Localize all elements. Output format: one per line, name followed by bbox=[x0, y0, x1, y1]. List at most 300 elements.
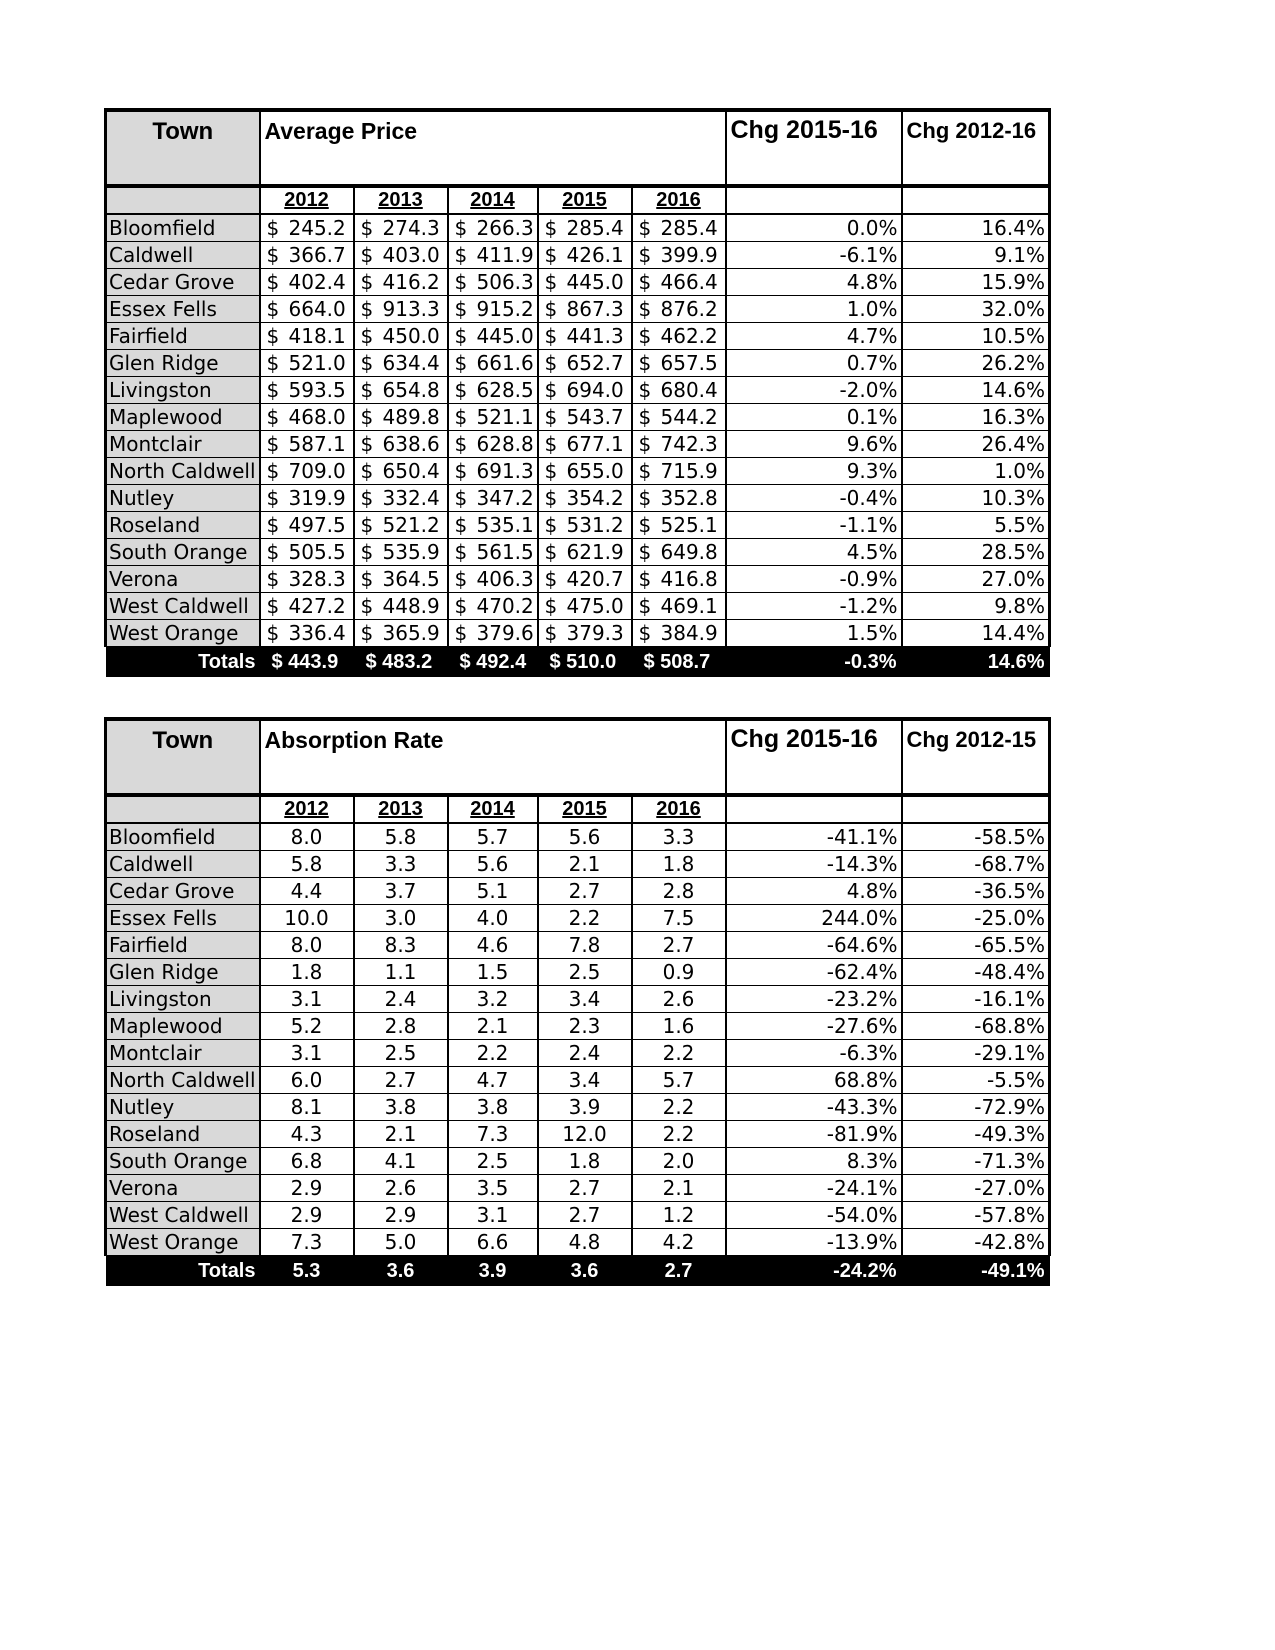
chg2-cell: -27.0% bbox=[902, 1175, 1050, 1202]
currency-symbol: $ bbox=[544, 351, 558, 375]
price-value: 441.3 bbox=[566, 324, 624, 348]
chg1-cell: -0.9% bbox=[726, 566, 902, 593]
table-row bbox=[106, 404, 1050, 431]
rate-cell: 2.7 bbox=[632, 932, 726, 959]
price-cell bbox=[448, 323, 538, 350]
chg2-cell: -29.1% bbox=[902, 1040, 1050, 1067]
rate-cell: 6.8 bbox=[260, 1148, 354, 1175]
currency-symbol: $ bbox=[360, 513, 374, 537]
currency-symbol: $ bbox=[544, 513, 558, 537]
price-cell bbox=[448, 566, 538, 593]
rate-cell: 3.4 bbox=[538, 986, 632, 1013]
absorption-rate-table bbox=[104, 717, 1051, 1286]
table-row bbox=[106, 431, 1050, 458]
town-name: Maplewood bbox=[106, 404, 260, 431]
price-value: 544.2 bbox=[660, 405, 718, 429]
town-name: South Orange bbox=[106, 539, 260, 566]
price-value: 365.9 bbox=[382, 621, 440, 645]
chg2-cell: 5.5% bbox=[902, 512, 1050, 539]
rate-cell: 2.5 bbox=[354, 1040, 448, 1067]
price-value: 285.4 bbox=[660, 216, 718, 240]
currency-symbol: $ bbox=[454, 513, 468, 537]
price-value: 661.6 bbox=[476, 351, 534, 375]
currency-symbol: $ bbox=[360, 297, 374, 321]
town-name: Glen Ridge bbox=[106, 959, 260, 986]
price-cell bbox=[632, 539, 726, 566]
price-value: 245.2 bbox=[288, 216, 346, 240]
table-row bbox=[106, 485, 1050, 512]
table-row bbox=[106, 214, 1050, 242]
chg2-cell: 26.2% bbox=[902, 350, 1050, 377]
price-value: 466.4 bbox=[660, 270, 718, 294]
rate-cell: 2.3 bbox=[538, 1013, 632, 1040]
currency-symbol: $ bbox=[638, 486, 652, 510]
currency-symbol: $ bbox=[638, 324, 652, 348]
price-cell bbox=[448, 296, 538, 323]
price-value: 634.4 bbox=[382, 351, 440, 375]
chg1-cell: 0.1% bbox=[726, 404, 902, 431]
price-value: 450.0 bbox=[382, 324, 440, 348]
chg1-cell: 0.7% bbox=[726, 350, 902, 377]
price-value: 677.1 bbox=[566, 432, 624, 456]
price-value: 535.9 bbox=[382, 540, 440, 564]
table-row bbox=[106, 377, 1050, 404]
price-cell bbox=[448, 539, 538, 566]
chg1-cell: 68.8% bbox=[726, 1067, 902, 1094]
currency-symbol: $ bbox=[454, 378, 468, 402]
price-cell bbox=[354, 620, 448, 647]
price-value: 535.1 bbox=[476, 513, 534, 537]
currency-symbol: $ bbox=[454, 243, 468, 267]
table-row bbox=[106, 566, 1050, 593]
chg2-cell: -58.5% bbox=[902, 823, 1050, 851]
price-cell bbox=[448, 620, 538, 647]
rate-cell: 4.4 bbox=[260, 878, 354, 905]
currency-symbol: $ bbox=[266, 378, 280, 402]
currency-symbol: $ bbox=[638, 297, 652, 321]
rate-cell: 2.9 bbox=[260, 1202, 354, 1229]
chg-2012-16-header: Chg 2012-16 bbox=[902, 110, 1050, 186]
rate-cell: 3.1 bbox=[260, 986, 354, 1013]
currency-symbol: $ bbox=[360, 324, 374, 348]
chg1-cell: -1.2% bbox=[726, 593, 902, 620]
currency-symbol: $ bbox=[454, 351, 468, 375]
price-cell bbox=[632, 620, 726, 647]
price-value: 416.8 bbox=[660, 567, 718, 591]
rate-cell: 5.0 bbox=[354, 1229, 448, 1256]
totals-value: $ 443.9 bbox=[260, 647, 354, 678]
price-cell bbox=[632, 593, 726, 620]
currency-symbol: $ bbox=[544, 540, 558, 564]
price-cell bbox=[632, 377, 726, 404]
currency-symbol: $ bbox=[454, 459, 468, 483]
chg-year-blank bbox=[726, 186, 902, 214]
rate-cell: 4.7 bbox=[448, 1067, 538, 1094]
chg1-cell: -54.0% bbox=[726, 1202, 902, 1229]
chg1-cell: -81.9% bbox=[726, 1121, 902, 1148]
chg2-cell: -49.3% bbox=[902, 1121, 1050, 1148]
price-value: 354.2 bbox=[566, 486, 624, 510]
price-cell bbox=[448, 377, 538, 404]
price-cell bbox=[354, 512, 448, 539]
chg2-cell: 10.5% bbox=[902, 323, 1050, 350]
rate-cell: 1.8 bbox=[538, 1148, 632, 1175]
table-row bbox=[106, 1229, 1050, 1256]
price-value: 266.3 bbox=[476, 216, 534, 240]
price-cell bbox=[448, 458, 538, 485]
rate-cell: 5.2 bbox=[260, 1013, 354, 1040]
table-row bbox=[106, 458, 1050, 485]
table-body bbox=[106, 823, 1050, 1256]
rate-cell: 3.8 bbox=[354, 1094, 448, 1121]
price-value: 543.7 bbox=[566, 405, 624, 429]
currency-symbol: $ bbox=[360, 486, 374, 510]
price-cell bbox=[632, 350, 726, 377]
table-row bbox=[106, 296, 1050, 323]
rate-cell: 5.8 bbox=[354, 823, 448, 851]
chg-2015-16-header: Chg 2015-16 bbox=[726, 110, 902, 186]
currency-symbol: $ bbox=[638, 378, 652, 402]
rate-cell: 2.2 bbox=[632, 1121, 726, 1148]
town-name: Caldwell bbox=[106, 242, 260, 269]
price-value: 347.2 bbox=[476, 486, 534, 510]
rate-cell: 2.1 bbox=[448, 1013, 538, 1040]
price-value: 416.2 bbox=[382, 270, 440, 294]
rate-cell: 3.4 bbox=[538, 1067, 632, 1094]
price-value: 506.3 bbox=[476, 270, 534, 294]
rate-cell: 2.7 bbox=[538, 1175, 632, 1202]
currency-symbol: $ bbox=[360, 270, 374, 294]
price-value: 274.3 bbox=[382, 216, 440, 240]
town-name: Bloomfield bbox=[106, 823, 260, 851]
price-value: 915.2 bbox=[476, 297, 534, 321]
price-value: 680.4 bbox=[660, 378, 718, 402]
rate-cell: 6.0 bbox=[260, 1067, 354, 1094]
price-cell bbox=[260, 323, 354, 350]
totals-chg2: -49.1% bbox=[902, 1256, 1050, 1287]
table-body bbox=[106, 214, 1050, 647]
town-name: Nutley bbox=[106, 1094, 260, 1121]
town-name: North Caldwell bbox=[106, 1067, 260, 1094]
rate-cell: 7.3 bbox=[448, 1121, 538, 1148]
town-name: Bloomfield bbox=[106, 214, 260, 242]
price-value: 366.7 bbox=[288, 243, 346, 267]
price-value: 691.3 bbox=[476, 459, 534, 483]
chg1-cell: 1.5% bbox=[726, 620, 902, 647]
town-name: Caldwell bbox=[106, 851, 260, 878]
rate-cell: 2.8 bbox=[632, 878, 726, 905]
price-cell bbox=[260, 214, 354, 242]
rate-cell: 2.8 bbox=[354, 1013, 448, 1040]
price-value: 448.9 bbox=[382, 594, 440, 618]
chg1-cell: -27.6% bbox=[726, 1013, 902, 1040]
chg2-cell: 14.4% bbox=[902, 620, 1050, 647]
currency-symbol: $ bbox=[360, 216, 374, 240]
price-value: 406.3 bbox=[476, 567, 534, 591]
price-cell bbox=[632, 269, 726, 296]
year-header: 2014 bbox=[448, 186, 538, 214]
price-cell bbox=[354, 566, 448, 593]
chg1-cell: 4.8% bbox=[726, 878, 902, 905]
town-name: North Caldwell bbox=[106, 458, 260, 485]
rate-cell: 5.7 bbox=[632, 1067, 726, 1094]
currency-symbol: $ bbox=[638, 405, 652, 429]
town-name: Roseland bbox=[106, 1121, 260, 1148]
currency-symbol: $ bbox=[454, 405, 468, 429]
rate-cell: 2.2 bbox=[632, 1094, 726, 1121]
price-cell bbox=[632, 214, 726, 242]
chg2-cell: 9.1% bbox=[902, 242, 1050, 269]
price-cell bbox=[538, 350, 632, 377]
rate-cell: 7.3 bbox=[260, 1229, 354, 1256]
chg2-cell: -71.3% bbox=[902, 1148, 1050, 1175]
price-value: 657.5 bbox=[660, 351, 718, 375]
price-value: 652.7 bbox=[566, 351, 624, 375]
chg2-cell: -25.0% bbox=[902, 905, 1050, 932]
price-value: 525.1 bbox=[660, 513, 718, 537]
rate-cell: 2.7 bbox=[354, 1067, 448, 1094]
chg1-cell: -62.4% bbox=[726, 959, 902, 986]
currency-symbol: $ bbox=[266, 567, 280, 591]
year-header: 2013 bbox=[354, 795, 448, 823]
town-name: Roseland bbox=[106, 512, 260, 539]
price-cell bbox=[538, 377, 632, 404]
rate-cell: 3.0 bbox=[354, 905, 448, 932]
price-cell bbox=[632, 485, 726, 512]
price-value: 561.5 bbox=[476, 540, 534, 564]
chg2-cell: 27.0% bbox=[902, 566, 1050, 593]
town-name: West Orange bbox=[106, 620, 260, 647]
price-cell bbox=[260, 296, 354, 323]
price-value: 402.4 bbox=[288, 270, 346, 294]
rate-cell: 4.2 bbox=[632, 1229, 726, 1256]
table-header-row bbox=[106, 110, 1050, 186]
table-row bbox=[106, 851, 1050, 878]
table-title: Absorption Rate bbox=[260, 719, 726, 795]
price-cell bbox=[354, 593, 448, 620]
rate-cell: 4.8 bbox=[538, 1229, 632, 1256]
price-cell bbox=[632, 566, 726, 593]
price-cell bbox=[448, 431, 538, 458]
chg2-cell: -48.4% bbox=[902, 959, 1050, 986]
price-cell bbox=[538, 566, 632, 593]
price-cell bbox=[538, 593, 632, 620]
rate-cell: 3.3 bbox=[632, 823, 726, 851]
year-header: 2015 bbox=[538, 795, 632, 823]
table-row bbox=[106, 1202, 1050, 1229]
price-value: 489.8 bbox=[382, 405, 440, 429]
price-cell bbox=[538, 296, 632, 323]
totals-value: $ 508.7 bbox=[632, 647, 726, 678]
rate-cell: 5.1 bbox=[448, 878, 538, 905]
rate-cell: 12.0 bbox=[538, 1121, 632, 1148]
town-name: South Orange bbox=[106, 1148, 260, 1175]
chg2-cell: 32.0% bbox=[902, 296, 1050, 323]
town-name: West Orange bbox=[106, 1229, 260, 1256]
currency-symbol: $ bbox=[544, 243, 558, 267]
currency-symbol: $ bbox=[266, 594, 280, 618]
price-value: 411.9 bbox=[476, 243, 534, 267]
currency-symbol: $ bbox=[638, 270, 652, 294]
currency-symbol: $ bbox=[266, 540, 280, 564]
currency-symbol: $ bbox=[544, 486, 558, 510]
price-value: 694.0 bbox=[566, 378, 624, 402]
price-cell bbox=[354, 296, 448, 323]
price-cell bbox=[448, 485, 538, 512]
rate-cell: 8.0 bbox=[260, 823, 354, 851]
price-value: 638.6 bbox=[382, 432, 440, 456]
chg1-cell: 4.8% bbox=[726, 269, 902, 296]
price-cell bbox=[354, 404, 448, 431]
totals-value: 3.6 bbox=[354, 1256, 448, 1287]
price-value: 654.8 bbox=[382, 378, 440, 402]
town-name: Maplewood bbox=[106, 1013, 260, 1040]
totals-value: 3.9 bbox=[448, 1256, 538, 1287]
rate-cell: 1.1 bbox=[354, 959, 448, 986]
price-value: 628.5 bbox=[476, 378, 534, 402]
price-value: 521.1 bbox=[476, 405, 534, 429]
table-header-row bbox=[106, 719, 1050, 795]
rate-cell: 5.6 bbox=[448, 851, 538, 878]
year-header: 2013 bbox=[354, 186, 448, 214]
price-value: 445.0 bbox=[476, 324, 534, 348]
price-value: 403.0 bbox=[382, 243, 440, 267]
totals-value: $ 510.0 bbox=[538, 647, 632, 678]
rate-cell: 4.1 bbox=[354, 1148, 448, 1175]
rate-cell: 2.6 bbox=[354, 1175, 448, 1202]
rate-cell: 2.6 bbox=[632, 986, 726, 1013]
price-value: 384.9 bbox=[660, 621, 718, 645]
chg-year-blank bbox=[726, 795, 902, 823]
price-cell bbox=[260, 404, 354, 431]
rate-cell: 2.1 bbox=[538, 851, 632, 878]
rate-cell: 3.1 bbox=[448, 1202, 538, 1229]
price-value: 328.3 bbox=[288, 567, 346, 591]
currency-symbol: $ bbox=[360, 378, 374, 402]
price-value: 521.0 bbox=[288, 351, 346, 375]
town-name: Nutley bbox=[106, 485, 260, 512]
totals-label: Totals bbox=[106, 647, 260, 678]
chg1-cell: -2.0% bbox=[726, 377, 902, 404]
year-header: 2014 bbox=[448, 795, 538, 823]
currency-symbol: $ bbox=[360, 621, 374, 645]
rate-cell: 2.4 bbox=[538, 1040, 632, 1067]
currency-symbol: $ bbox=[544, 216, 558, 240]
chg1-cell: -64.6% bbox=[726, 932, 902, 959]
currency-symbol: $ bbox=[638, 216, 652, 240]
rate-cell: 10.0 bbox=[260, 905, 354, 932]
price-value: 709.0 bbox=[288, 459, 346, 483]
price-value: 505.5 bbox=[288, 540, 346, 564]
currency-symbol: $ bbox=[638, 432, 652, 456]
table-row bbox=[106, 823, 1050, 851]
currency-symbol: $ bbox=[454, 324, 468, 348]
chg2-cell: 16.3% bbox=[902, 404, 1050, 431]
price-value: 336.4 bbox=[288, 621, 346, 645]
price-value: 655.0 bbox=[566, 459, 624, 483]
currency-symbol: $ bbox=[266, 270, 280, 294]
currency-symbol: $ bbox=[360, 567, 374, 591]
chg1-cell: -14.3% bbox=[726, 851, 902, 878]
chg1-cell: 9.6% bbox=[726, 431, 902, 458]
currency-symbol: $ bbox=[360, 540, 374, 564]
chg2-cell: 1.0% bbox=[902, 458, 1050, 485]
price-cell bbox=[632, 431, 726, 458]
rate-cell: 2.2 bbox=[448, 1040, 538, 1067]
chg1-cell: -41.1% bbox=[726, 823, 902, 851]
chg1-cell: -23.2% bbox=[726, 986, 902, 1013]
price-cell bbox=[448, 512, 538, 539]
currency-symbol: $ bbox=[454, 432, 468, 456]
chg1-cell: 0.0% bbox=[726, 214, 902, 242]
rate-cell: 8.0 bbox=[260, 932, 354, 959]
table-title: Average Price bbox=[260, 110, 726, 186]
price-cell bbox=[448, 242, 538, 269]
currency-symbol: $ bbox=[360, 405, 374, 429]
price-value: 379.3 bbox=[566, 621, 624, 645]
table-row bbox=[106, 1040, 1050, 1067]
price-cell bbox=[354, 269, 448, 296]
currency-symbol: $ bbox=[544, 297, 558, 321]
year-header: 2016 bbox=[632, 795, 726, 823]
rate-cell: 7.5 bbox=[632, 905, 726, 932]
currency-symbol: $ bbox=[638, 621, 652, 645]
currency-symbol: $ bbox=[454, 540, 468, 564]
rate-cell: 2.7 bbox=[538, 1202, 632, 1229]
price-value: 332.4 bbox=[382, 486, 440, 510]
chg2-cell: -42.8% bbox=[902, 1229, 1050, 1256]
chg1-cell: 8.3% bbox=[726, 1148, 902, 1175]
price-value: 445.0 bbox=[566, 270, 624, 294]
rate-cell: 2.2 bbox=[538, 905, 632, 932]
currency-symbol: $ bbox=[454, 594, 468, 618]
price-cell bbox=[538, 431, 632, 458]
rate-cell: 5.8 bbox=[260, 851, 354, 878]
table-row bbox=[106, 1067, 1050, 1094]
currency-symbol: $ bbox=[544, 567, 558, 591]
table-row bbox=[106, 323, 1050, 350]
price-cell bbox=[260, 566, 354, 593]
table-row bbox=[106, 242, 1050, 269]
chg1-cell: -43.3% bbox=[726, 1094, 902, 1121]
price-cell bbox=[354, 539, 448, 566]
price-cell bbox=[260, 593, 354, 620]
price-value: 426.1 bbox=[566, 243, 624, 267]
rate-cell: 2.7 bbox=[538, 878, 632, 905]
price-value: 418.1 bbox=[288, 324, 346, 348]
totals-value: $ 483.2 bbox=[354, 647, 448, 678]
rate-cell: 3.8 bbox=[448, 1094, 538, 1121]
chg1-cell: -0.4% bbox=[726, 485, 902, 512]
totals-chg2: 14.6% bbox=[902, 647, 1050, 678]
town-name: Montclair bbox=[106, 1040, 260, 1067]
price-cell bbox=[538, 620, 632, 647]
chg2-cell: -5.5% bbox=[902, 1067, 1050, 1094]
rate-cell: 5.6 bbox=[538, 823, 632, 851]
currency-symbol: $ bbox=[544, 594, 558, 618]
currency-symbol: $ bbox=[544, 378, 558, 402]
year-header-row bbox=[106, 795, 1050, 823]
chg2-cell: -68.8% bbox=[902, 1013, 1050, 1040]
rate-cell: 2.5 bbox=[538, 959, 632, 986]
price-value: 742.3 bbox=[660, 432, 718, 456]
currency-symbol: $ bbox=[638, 513, 652, 537]
price-cell bbox=[538, 485, 632, 512]
currency-symbol: $ bbox=[544, 459, 558, 483]
town-name: West Caldwell bbox=[106, 1202, 260, 1229]
chg2-cell: 28.5% bbox=[902, 539, 1050, 566]
chg2-year-blank bbox=[902, 186, 1050, 214]
